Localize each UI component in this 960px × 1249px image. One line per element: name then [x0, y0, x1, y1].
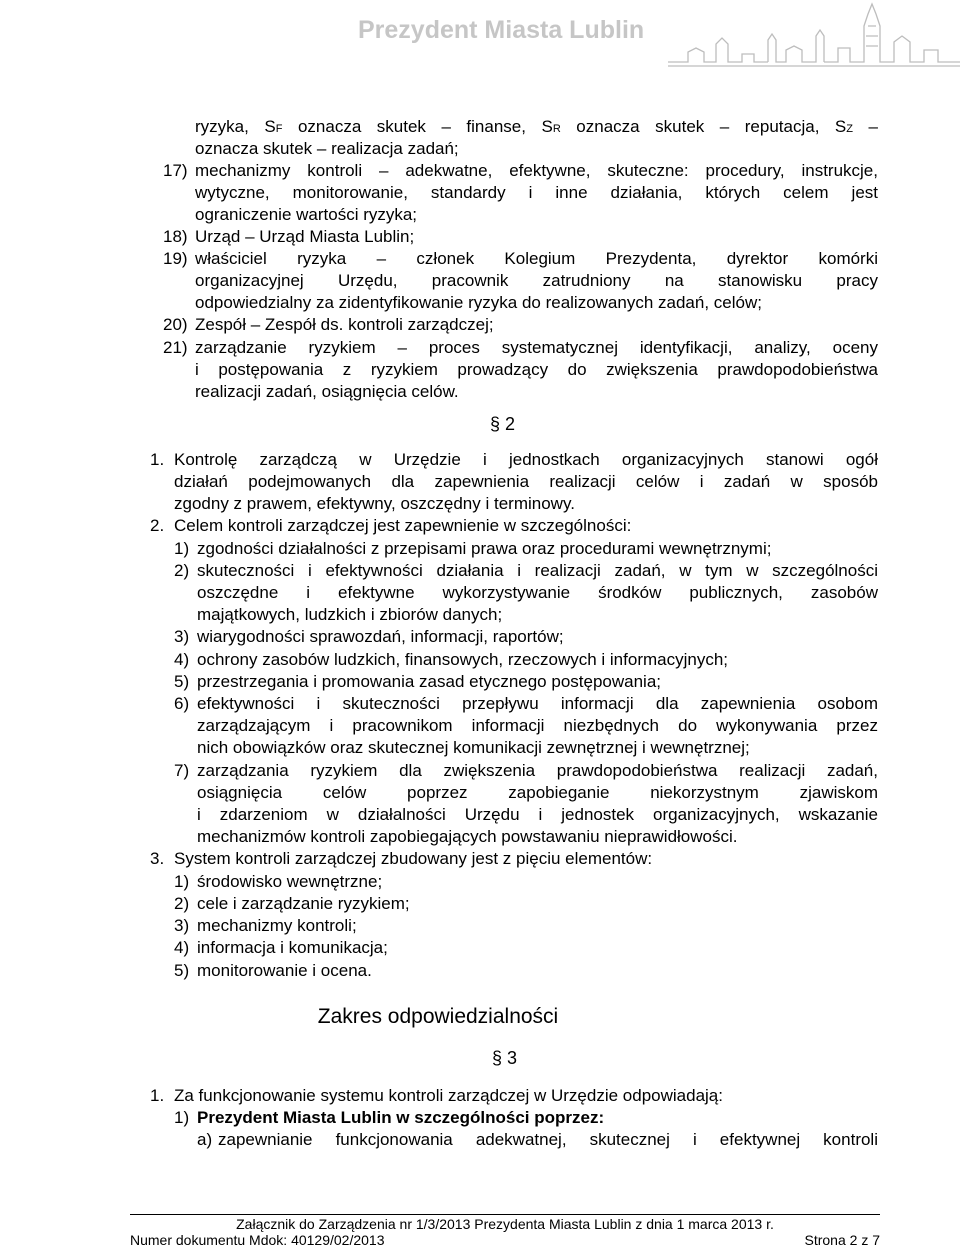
text-line: zgodny z prawem, efektywny, oszczędny i terminowy.: [174, 494, 575, 513]
text-line: skuteczności i efektywności działania i realizacji zadań, w tym w szczególności: [197, 561, 878, 580]
footer-document-number: Numer dokumentu Mdok: 40129/02/2013: [130, 1232, 385, 1248]
list-number: 1): [174, 539, 190, 558]
list-number: 17): [163, 161, 188, 180]
text-line: zapewnianie funkcjonowania adekwatnej, skutecznej i efektywnej kontroli: [218, 1130, 878, 1149]
page-header: [0, 0, 960, 80]
text-line: i postępowania z ryzykiem prowadzący do zwiększenia prawdopodobieństwa: [195, 360, 878, 379]
text-line: przestrzegania i promowania zasad etycznego postępowania;: [197, 672, 661, 691]
text-line: cele i zarządzanie ryzykiem;: [197, 894, 410, 913]
text-line: odpowiedzialny za zidentyfikowanie ryzyka do realizowanych zadań, celów;: [195, 293, 762, 312]
section-heading: Zakres odpowiedzialności: [317, 1005, 559, 1028]
text-line: wiarygodności sprawozdań, informacji, raportów;: [197, 627, 564, 646]
text-line: Celem kontroli zarządczej jest zapewnienie w szczególności:: [174, 516, 632, 535]
text-line: mechanizmów kontroli zapobiegających powstawaniu nieprawidłowości.: [197, 827, 738, 846]
list-number: 2): [174, 561, 190, 580]
text-line: Kontrolę zarządczą w Urzędzie i jednostkach organizacyjnych stanowi ogół: [174, 450, 878, 469]
header-title: Prezydent Miasta Lublin: [358, 16, 645, 44]
list-number: 3): [174, 916, 190, 935]
text-line: realizacji zadań, osiągnięcia celów.: [195, 382, 459, 401]
text-line: zarządzającym i pracownikom informacji niezbędnych do wykonywania przez: [197, 716, 878, 735]
text-line: środowisko wewnętrzne;: [197, 872, 383, 891]
text-line: mechanizmy kontroli;: [197, 916, 357, 935]
text-line: Prezydent Miasta Lublin w szczególności poprzez:: [197, 1108, 605, 1127]
text-line: Za funkcjonowanie systemu kontroli zarządczej w Urzędzie odpowiadają:: [174, 1086, 723, 1105]
list-number: 6): [174, 694, 190, 713]
list-number: 1): [174, 872, 190, 891]
text-line: Zespół – Zespół ds. kontroli zarządczej;: [195, 315, 494, 334]
text-line: organizacyjnej Urzędu, pracownik zatrudniony na stanowisku pracy: [195, 271, 878, 290]
section-mark: § 2: [490, 414, 516, 434]
text-line: Urząd – Urząd Miasta Lublin;: [195, 227, 415, 246]
footer-page-number: Strona 2 z 7: [804, 1232, 880, 1248]
text-line: wytyczne, monitorowanie, standardy i inne działania, których celem jest: [195, 183, 878, 202]
text-line: ochrony zasobów ludzkich, finansowych, rzeczowych i informacyjnych;: [197, 650, 729, 669]
text-line: osiągnięcia celów poprzez zapobieganie niekorzystnym zjawiskom: [197, 783, 878, 802]
footer-rule: [130, 1214, 880, 1215]
text-line: System kontroli zarządczej zbudowany jest z pięciu elementów:: [174, 849, 653, 868]
text-line: nich obowiązków oraz skutecznej komunikacji zewnętrznej i wewnętrznej;: [197, 738, 750, 757]
text-line: i zdarzeniom w działalności Urzędu i jednostek organizacyjnych, wskazanie: [197, 805, 878, 824]
text-line: majątkowych, ludzkich i zbiorów danych;: [197, 605, 503, 624]
list-number: 19): [163, 249, 188, 268]
list-number: 21): [163, 338, 188, 357]
list-number: 20): [163, 315, 188, 334]
list-number: 2): [174, 894, 190, 913]
list-number: 7): [174, 761, 190, 780]
paragraph-number: 2.: [150, 516, 165, 535]
footer-attachment: Załącznik do Zarządzenia nr 1/3/2013 Prezydenta Miasta Lublin z dnia 1 marca 2013 r.: [236, 1216, 774, 1232]
paragraph-number: 1.: [150, 450, 165, 469]
section-mark: § 3: [492, 1048, 518, 1068]
text-line: mechanizmy kontroli – adekwatne, efektywne, skuteczne: procedury, instrukcje,: [195, 161, 878, 180]
list-number: 4): [174, 938, 190, 957]
list-number: 3): [174, 627, 190, 646]
city-skyline-icon: [668, 0, 960, 80]
list-letter: a): [197, 1130, 213, 1149]
text-line: zarządzania ryzykiem dla zwiększenia prawdopodobieństwa realizacji zadań,: [197, 761, 878, 780]
paragraph-number: 3.: [150, 849, 165, 868]
list-number: 18): [163, 227, 188, 246]
list-number: 1): [174, 1108, 190, 1127]
text-line: ograniczenie wartości ryzyka;: [195, 205, 418, 224]
paragraph-number: 1.: [150, 1086, 165, 1105]
list-number: 4): [174, 650, 190, 669]
text-line: właściciel ryzyka – członek Kolegium Prezydenta, dyrektor komórki: [195, 249, 878, 268]
text-line: oszczędne i efektywne wykorzystywanie środków publicznych, zasobów: [197, 583, 878, 602]
text-line: ryzyka, SF oznacza skutek – finanse, SR oznacza skutek – reputacja, SZ –: [195, 117, 878, 136]
text-line: informacja i komunikacja;: [197, 938, 388, 957]
list-number: 5): [174, 961, 190, 980]
text-line: zarządzanie ryzykiem – proces systematycznej identyfikacji, analizy, oceny: [195, 338, 878, 357]
text-line: zgodności działalności z przepisami prawa oraz procedurami wewnętrznymi;: [197, 539, 772, 558]
text-line: efektywności i skuteczności przepływu informacji dla zapewnienia osobom: [197, 694, 878, 713]
list-number: 5): [174, 672, 190, 691]
text-line: monitorowanie i ocena.: [197, 961, 372, 980]
text-line: działań podejmowanych dla zapewnienia realizacji celów i zadań w sposób: [174, 472, 878, 491]
text-line: oznacza skutek – realizacja zadań;: [195, 139, 459, 158]
